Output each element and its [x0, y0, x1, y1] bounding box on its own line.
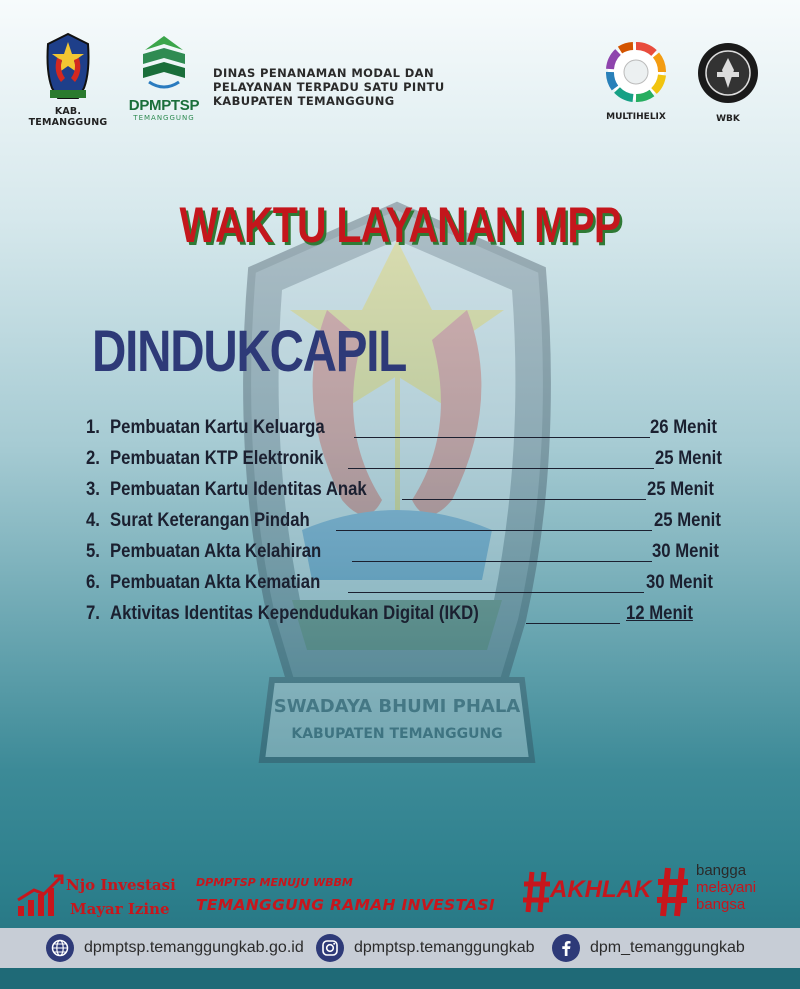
slogan-line-2: Mayar Izine: [70, 900, 170, 918]
item-number: 6.: [86, 572, 100, 593]
list-item: [86, 532, 746, 563]
leader-line: [348, 468, 654, 470]
bangga-line-3: bangsa: [696, 896, 746, 913]
wbk-logo: [688, 42, 768, 124]
service-name: Pembuatan Kartu Keluarga: [110, 417, 325, 438]
motto-line-2: KABUPATEN TEMANGGUNG: [291, 726, 503, 742]
list-item: [86, 470, 746, 501]
website-contact[interactable]: [46, 928, 304, 968]
contact-bar: [0, 928, 800, 968]
item-number: 1.: [86, 417, 100, 438]
motto-line-1: SWADAYA BHUMI PHALA: [273, 696, 521, 717]
kab-temanggung-logo-icon: [44, 32, 92, 104]
multihelix-logo: [596, 42, 676, 122]
list-item: [86, 501, 746, 532]
facebook-contact[interactable]: [552, 928, 745, 968]
item-number: 3.: [86, 479, 100, 500]
list-item: [86, 408, 746, 439]
globe-icon: [46, 934, 74, 962]
wbbm-line-1: DPMPTSP MENUJU WBBM: [196, 876, 353, 889]
bottom-strip: [0, 968, 800, 989]
hashtag-icon: [656, 866, 690, 918]
bangga-line-2: melayani: [696, 879, 757, 896]
wbbm-slogan: [196, 876, 495, 914]
agency-line-3: KABUPATEN TEMANGGUNG: [213, 94, 395, 108]
service-time: 25 Menit: [654, 510, 721, 531]
service-time: 25 Menit: [655, 448, 722, 469]
item-number: 5.: [86, 541, 100, 562]
website-text: dpmptsp.temanggungkab.go.id: [84, 939, 304, 956]
kab-temanggung-logo: [18, 32, 118, 128]
multihelix-logo-icon: [606, 42, 666, 102]
leader-line: [354, 437, 650, 439]
hashtag-icon: [522, 870, 552, 914]
dpmptsp-logo: [118, 34, 210, 122]
leader-line: [526, 623, 620, 625]
list-item: [86, 439, 746, 470]
wbbm-line-2: TEMANGGUNG RAMAH INVESTASI: [196, 896, 495, 914]
item-number: 4.: [86, 510, 100, 531]
bangga-melayani-logo: [656, 862, 786, 920]
growth-chart-icon: [14, 872, 64, 920]
service-list: [86, 408, 746, 625]
service-time: 12 Menit: [626, 603, 693, 624]
leader-line: [348, 592, 644, 594]
multihelix-caption: MULTIHELIX: [606, 112, 666, 122]
wbk-caption: WBK: [716, 114, 740, 124]
item-number: 2.: [86, 448, 100, 469]
service-time: 25 Menit: [647, 479, 714, 500]
agency-name: [213, 66, 445, 108]
facebook-text: dpm_temanggungkab: [590, 939, 745, 956]
service-name: Aktivitas Identitas Kependudukan Digital (IKD): [110, 603, 479, 624]
service-time: 30 Menit: [652, 541, 719, 562]
service-name: Pembuatan Akta Kematian: [110, 572, 321, 593]
agency-line-2: PELAYANAN TERPADU SATU PINTU: [213, 80, 445, 94]
service-name: Pembuatan Akta Kelahiran: [110, 541, 322, 562]
service-time: 30 Menit: [646, 572, 713, 593]
instagram-icon: [316, 934, 344, 962]
leader-line: [352, 561, 652, 563]
dpmptsp-logo-icon: [139, 34, 189, 92]
list-item: [86, 594, 746, 625]
service-name: Pembuatan Kartu Identitas Anak: [110, 479, 367, 500]
poster-title: WAKTU LAYANAN MPP: [179, 197, 621, 253]
bangga-line-1: bangga: [696, 862, 747, 879]
wbk-logo-icon: [697, 42, 759, 104]
dpmptsp-sub: TEMANGGUNG: [133, 114, 195, 122]
kab-caption: KAB. TEMANGGUNG: [28, 106, 108, 128]
slogan-line-1: Njo Investasi: [66, 876, 176, 894]
facebook-icon: [552, 934, 580, 962]
service-name: Pembuatan KTP Elektronik: [110, 448, 324, 469]
instagram-text: dpmptsp.temanggungkab: [354, 939, 535, 956]
instagram-contact[interactable]: [316, 928, 535, 968]
investment-slogan: [14, 870, 190, 922]
service-time: 26 Menit: [650, 417, 717, 438]
service-name: Surat Keterangan Pindah: [110, 510, 310, 531]
agency-line-1: DINAS PENANAMAN MODAL DAN: [213, 66, 435, 80]
section-heading: DINDUKCAPIL: [92, 319, 407, 384]
dpmptsp-name: DPMPTSP: [128, 97, 200, 114]
item-number: 7.: [86, 603, 100, 624]
leader-line: [336, 530, 652, 532]
akhlak-logo: [522, 866, 652, 918]
list-item: [86, 563, 746, 594]
akhlak-word: AKHLAK: [550, 876, 652, 903]
leader-line: [402, 499, 646, 501]
